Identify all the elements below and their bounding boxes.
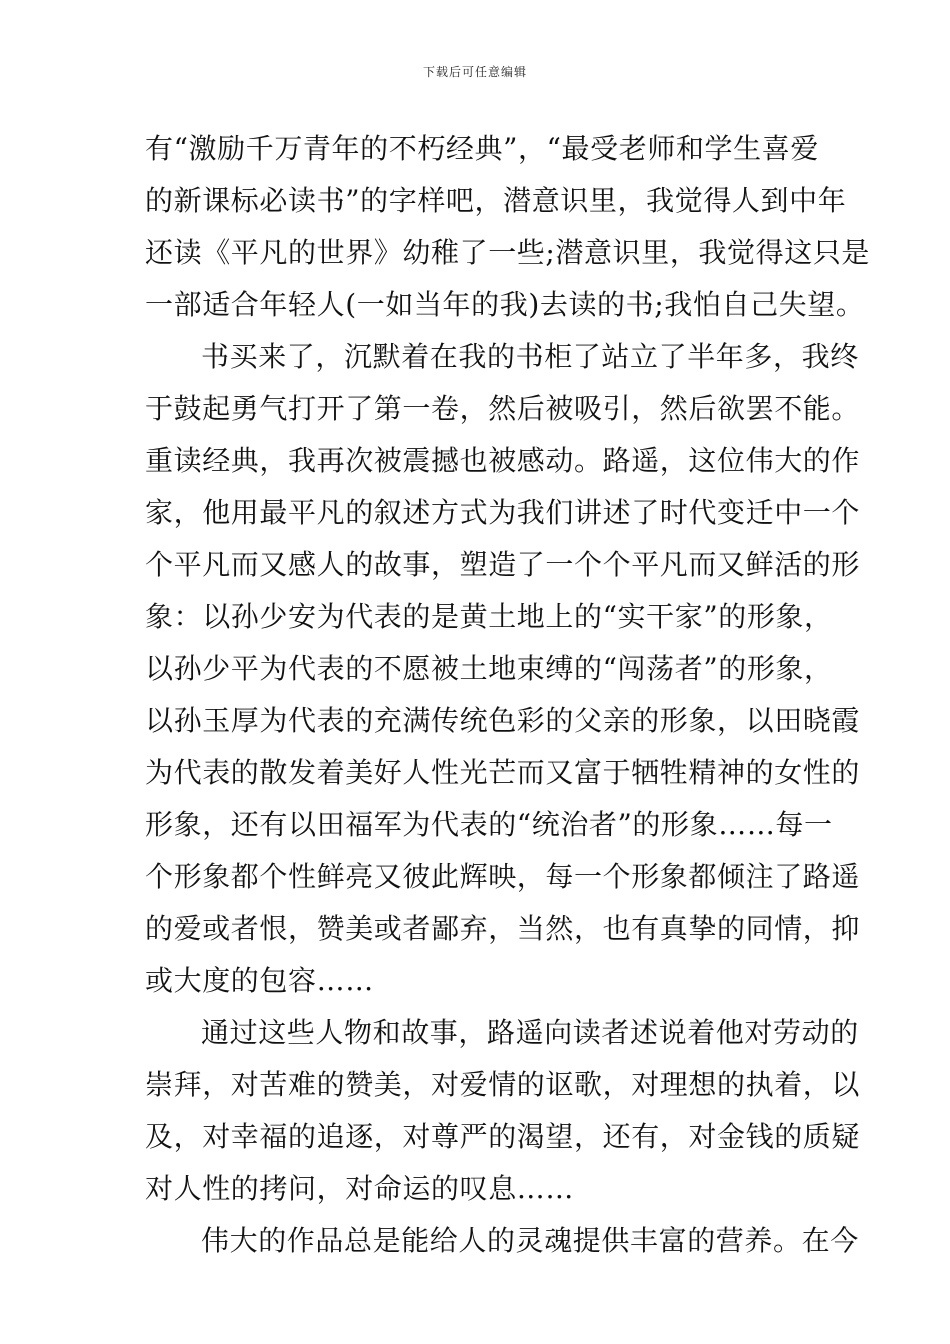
paragraph-first-line: 伟大的作品总是能给人的灵魂提供丰富的营养。在今 [201, 1224, 859, 1257]
text-line: 以孙玉厚为代表的充满传统色彩的父亲的形象，以田晓霞 [145, 704, 861, 737]
paragraph-first-line: 书买来了，沉默着在我的书柜了站立了半年多，我终 [201, 340, 859, 373]
text-line: 崇拜，对苦难的赞美，对爱情的讴歌，对理想的执着，以 [145, 1068, 861, 1101]
text-line: 个平凡而又感人的故事，塑造了一个个平凡而又鲜活的形 [145, 548, 861, 581]
text-line: 于鼓起勇气打开了第一卷，然后被吸引，然后欲罢不能。 [145, 392, 861, 425]
text-line: 以孙少平为代表的不愿被土地束缚的“闯荡者”的形象， [145, 652, 833, 685]
text-line: 象：以孙少安为代表的是黄土地上的“实干家”的形象， [145, 600, 833, 633]
text-line: 一部适合年轻人(一如当年的我)去读的书;我怕自己失望。 [145, 288, 865, 321]
text-line: 或大度的包容…… [145, 964, 374, 997]
document-body [145, 129, 871, 1273]
text-line: 形象，还有以田福军为代表的“统治者”的形象……每一 [145, 808, 833, 841]
text-line: 有“激励千万青年的不朽经典”，“最受老师和学生喜爱 [145, 132, 819, 165]
text-line: 个形象都个性鲜亮又彼此辉映，每一个形象都倾注了路遥 [145, 860, 861, 893]
paragraph-first-line: 通过这些人物和故事，路遥向读者述说着他对劳动的 [201, 1016, 859, 1049]
text-line: 还读《平凡的世界》幼稚了一些;潜意识里，我觉得这只是 [145, 236, 871, 269]
text-line: 家，他用最平凡的叙述方式为我们讲述了时代变迁中一个 [145, 496, 861, 529]
page-header-note: 下载后可任意编辑 [422, 65, 527, 79]
text-line: 的新课标必读书”的字样吧，潜意识里，我觉得人到中年 [145, 184, 847, 217]
text-line: 为代表的散发着美好人性光芒而又富于牺牲精神的女性的 [145, 756, 861, 789]
text-line: 及，对幸福的追逐，对尊严的渴望，还有，对金钱的质疑 [145, 1120, 861, 1153]
text-line: 的爱或者恨，赞美或者鄙弃，当然，也有真挚的同情，抑 [145, 912, 861, 945]
text-line: 对人性的拷问，对命运的叹息…… [145, 1172, 575, 1205]
text-line: 重读经典，我再次被震撼也被感动。路遥，这位伟大的作 [145, 444, 861, 477]
